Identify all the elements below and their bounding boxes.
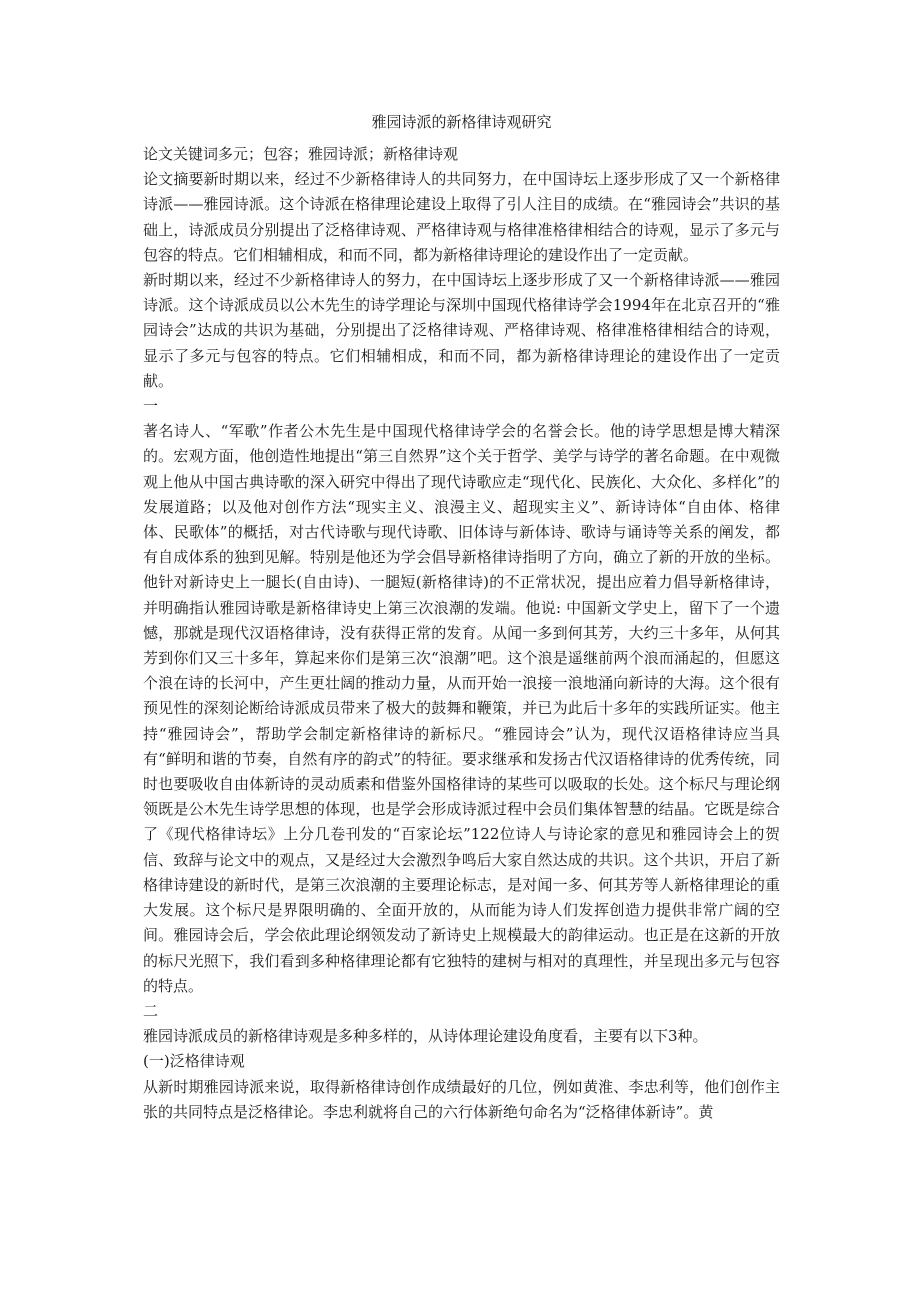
keywords-paragraph: 论文关键词多元；包容；雅园诗派；新格律诗观 — [143, 145, 459, 163]
document-title: 雅园诗派的新格律诗观研究 — [371, 113, 552, 131]
document-page — [143, 110, 780, 1125]
subsection-body-1: 从新时期雅园诗派来说，取得新格律诗创作成绩最好的几位，例如黄淮、李忠利等，他们创作主张的共同特点是泛格律论。李忠利就将自己的六行体新绝句命名为“泛格律体新诗”。黄 — [143, 1077, 780, 1121]
section-body-1: 著名诗人、“军歌”作者公木先生是中国现代格律诗学会的名誉会长。他的诗学思想是博大精深的。宏观方面，他创造性地提出“第三自然界”这个关于哲学、美学与诗学的著名命题。在中观微观上他从中国古典诗歌的深入研究中得出了现代诗歌应走“现代化、民族化、大众化、多样化”的发展道路；以及他对创作方法“现实主义、浪漫主义、超现实主义”、新诗诗体“自由体、格律体、民歌体”的概括，对古代诗歌与现代诗歌、旧体诗与新体诗、歌诗与诵诗等关系的阐发，都有自成体系的独到见解。特别是他还为学会倡导新格律诗指明了方向，确立了新的开放的坐标。他针对新诗史上一腿长(自由诗)、一腿短(新格律诗)的不正常状况，提出应着力倡导新格律诗，并明确指认雅园诗歌是新格律诗史上第三次浪潮的发端。他说: 中国新文学史上，留下了一个遗憾，那就是现代汉语格律诗，没有获得正常的发育。从闻一多到何其芳，大约三十多年，从何其芳到你们又三十多年，算起来你们是第三次“浪潮”吧。这个浪是遥继前两个浪而涌起的，但愿这个浪在诗的长河中，产生更壮阔的推动力量，从而开始一浪接一浪地涌向新诗的大海。这个很有预见性的深刻论断给诗派成员带来了极大的鼓舞和鞭策，并已为此后十多年的实践所证实。他主持“雅园诗会”，帮助学会制定新格律诗的新标尺。“雅园诗会”认为，现代汉语格律诗应当具有“鲜明和谐的节奏，自然有序的韵式”的特征。要求继承和发扬古代汉语格律诗的优秀传统，同时也要吸收自由体新诗的灵动质素和借鉴外国格律诗的某些可以吸取的长处。这个标尺与理论纲领既是公木先生诗学思想的体现，也是学会形成诗派过程中会员们集体智慧的结晶。它既是综合了《现代格律诗坛》上分几卷刊发的“百家论坛”122位诗人与诗论家的意见和雅园诗会上的贺信、致辞与论文中的观点，又是经过大会激烈争鸣后大家自然达成的共识。这个共识，开启了新格律诗建设的新时代，是第三次浪潮的主要理论标志，是对闻一多、何其芳等人新格律理论的重大发展。这个标尺是界限明确的、全面开放的，从而能为诗人们发挥创造力提供非常广阔的空间。雅园诗会后，学会依此理论纲领发动了新诗史上规模最大的韵律运动。也正是在这新的开放的标尺光照下，我们看到多种格律理论都有它独特的建树与相对的真理性，并呈现出多元与包容的特点。 — [143, 422, 780, 995]
subsection-heading-1: (一)泛格律诗观 — [143, 1052, 245, 1071]
section-heading-1: 一 — [143, 397, 159, 416]
section-heading-2: 二 — [143, 1001, 159, 1020]
section-intro-2: 雅园诗派成员的新格律诗观是多种多样的，从诗体理论建设角度看，主要有以下3种。 — [143, 1027, 708, 1046]
intro-paragraph: 新时期以来，经过不少新格律诗人的努力，在中国诗坛上逐步形成了又一个新格律诗派——雅园诗派。这个诗派成员以公木先生的诗学理论与深圳中国现代格律诗学会1994年在北京召开的“雅园诗会”达成的共识为基础，分别提出了泛格律诗观、严格律诗观、格律准格律相结合的诗观，显示了多元与包容的特点。它们相辅相成，和而不同，都为新格律诗理论的建设作出了一定贡献。 — [143, 271, 780, 390]
abstract-paragraph: 论文摘要新时期以来，经过不少新格律诗人的共同努力，在中国诗坛上逐步形成了又一个新格律诗派——雅园诗派。这个诗派在格律理论建设上取得了引人注目的成绩。在“雅园诗会”共识的基础上，诗派成员分别提出了泛格律诗观、严格律诗观与格律准格律相结合的诗观，显示了多元与包容的特点。它们相辅相成，和而不同，都为新格律诗理论的建设作出了一定贡献。 — [143, 170, 780, 264]
